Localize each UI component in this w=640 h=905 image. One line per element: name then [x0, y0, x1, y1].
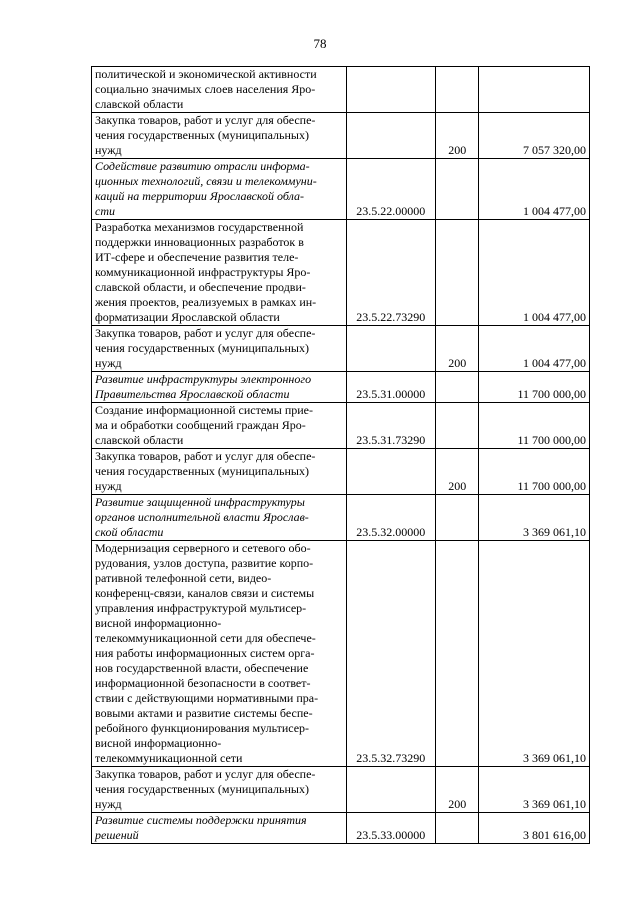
row-name-cell: Закупка товаров, работ и услуг для обеспе- чения государственных (муниципальных) нужд [92, 113, 347, 159]
table-row [92, 67, 590, 113]
row-name-cell: Развитие системы поддержки принятия решений [92, 813, 347, 844]
row-expense-type-cell [436, 541, 479, 767]
table-row [92, 372, 590, 403]
row-amount-cell: 1 004 477,00 [479, 326, 590, 372]
row-code-cell: 23.5.33.00000 [346, 813, 436, 844]
row-expense-type-cell: 200 [436, 113, 479, 159]
table-row [92, 159, 590, 220]
row-expense-type-cell [436, 403, 479, 449]
row-code-cell [346, 326, 436, 372]
row-name-cell: Закупка товаров, работ и услуг для обеспе- чения государственных (муниципальных) нужд [92, 449, 347, 495]
table-row [92, 449, 590, 495]
row-name-cell: политической и экономической активности социально значимых слоев населения Яро- славской области [92, 67, 347, 113]
row-code-cell: 23.5.32.73290 [346, 541, 436, 767]
row-expense-type-cell [436, 159, 479, 220]
table-row [92, 541, 590, 767]
row-code-cell [346, 113, 436, 159]
row-amount-cell [479, 67, 590, 113]
row-amount-cell: 11 700 000,00 [479, 372, 590, 403]
row-name-cell: Разработка механизмов государственной поддержки инновационных разработок в ИТ-сфере и обеспечение развития теле- коммуникационной инфраструктуры Яро- славской области, и обеспечение продви- жения проектов, реализуемых в рамках ин- форматизации Ярославской области [92, 220, 347, 326]
table-row [92, 326, 590, 372]
row-expense-type-cell [436, 67, 479, 113]
row-amount-cell: 3 369 061,10 [479, 541, 590, 767]
row-expense-type-cell: 200 [436, 326, 479, 372]
row-name-cell: Закупка товаров, работ и услуг для обеспе- чения государственных (муниципальных) нужд [92, 767, 347, 813]
table-row [92, 813, 590, 844]
row-code-cell: 23.5.31.00000 [346, 372, 436, 403]
row-amount-cell: 7 057 320,00 [479, 113, 590, 159]
row-expense-type-cell: 200 [436, 449, 479, 495]
row-name-cell: Содействие развитию отрасли информа- ционных технологий, связи и телекоммуни- каций на территории Ярославской обла- сти [92, 159, 347, 220]
row-name-cell: Модернизация серверного и сетевого обо- рудования, узлов доступа, развитие корпо- ративной телефонной сети, видео- конференц-связи, каналов связи и системы управления инфраструктурой мультисер- висной информационно- телекоммуникационной сети для обеспече- ния работы информационных систем орга- нов государственной власти, обеспечение информационной безопасности в соответ- ствии с действующими нормативными пра- вовыми актами и развитие системы беспе- ребойного функционирования мультисер- висной информационно- телекоммуникационной сети [92, 541, 347, 767]
row-expense-type-cell [436, 372, 479, 403]
row-name-cell: Развитие инфраструктуры электронного Правительства Ярославской области [92, 372, 347, 403]
table-row [92, 767, 590, 813]
row-expense-type-cell: 200 [436, 767, 479, 813]
row-code-cell: 23.5.22.00000 [346, 159, 436, 220]
row-code-cell [346, 767, 436, 813]
table-row [92, 495, 590, 541]
row-amount-cell: 3 369 061,10 [479, 767, 590, 813]
row-expense-type-cell [436, 813, 479, 844]
row-amount-cell: 11 700 000,00 [479, 403, 590, 449]
row-expense-type-cell [436, 495, 479, 541]
row-name-cell: Развитие защищенной инфраструктуры органов исполнительной власти Ярослав- ской области [92, 495, 347, 541]
table-row [92, 113, 590, 159]
page-number: 78 [313, 36, 327, 51]
row-expense-type-cell [436, 220, 479, 326]
table-row [92, 220, 590, 326]
budget-table [91, 66, 590, 844]
row-code-cell [346, 67, 436, 113]
row-amount-cell: 1 004 477,00 [479, 220, 590, 326]
row-code-cell: 23.5.32.00000 [346, 495, 436, 541]
row-code-cell [346, 449, 436, 495]
row-code-cell: 23.5.22.73290 [346, 220, 436, 326]
budget-table-body [92, 67, 590, 844]
row-amount-cell: 3 369 061,10 [479, 495, 590, 541]
table-row [92, 403, 590, 449]
row-amount-cell: 11 700 000,00 [479, 449, 590, 495]
row-amount-cell: 1 004 477,00 [479, 159, 590, 220]
row-code-cell: 23.5.31.73290 [346, 403, 436, 449]
row-name-cell: Закупка товаров, работ и услуг для обеспе- чения государственных (муниципальных) нужд [92, 326, 347, 372]
row-amount-cell: 3 801 616,00 [479, 813, 590, 844]
row-name-cell: Создание информационной системы прие- ма и обработки сообщений граждан Яро- славской области [92, 403, 347, 449]
